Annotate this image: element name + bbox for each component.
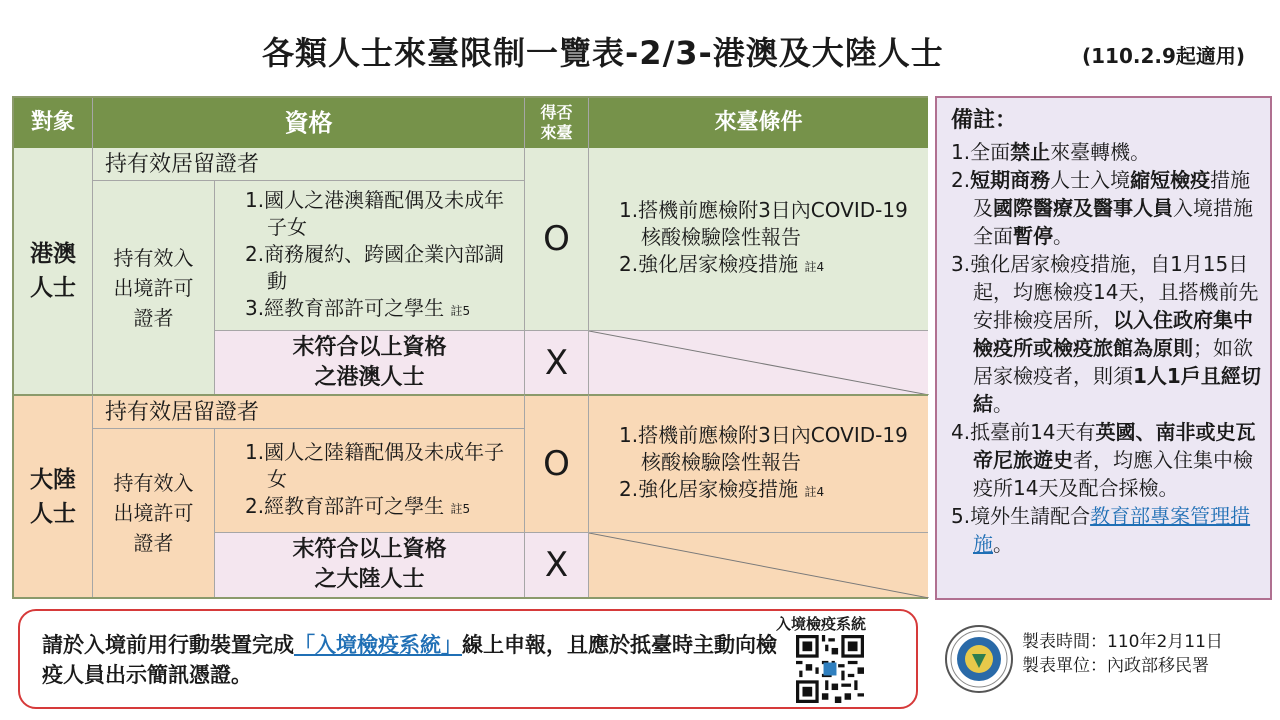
diagonal-line <box>589 331 929 395</box>
hk-eligible-list <box>214 180 524 330</box>
hk-condition-1: 1.搭機前應檢附3日內COVID-19核酸檢驗陰性報告 <box>619 198 908 249</box>
hk-allowed-mark: O <box>524 148 588 330</box>
note-ref-5: 註5 <box>450 501 471 516</box>
header-allowed: 得否來臺 <box>524 98 588 148</box>
cn-other-row: 末符合以上資格之大陸人士 <box>214 532 524 597</box>
hk-resident-row: 持有效居留證者 <box>92 148 524 180</box>
cn-item-1: 1.國人之陸籍配偶及未成年子女 <box>245 439 505 491</box>
note-4: 4.抵臺前14天有英國、南非或史瓦帝尼旅遊史者，均應入住集中檢疫所14天及配合採檢。 <box>951 420 1256 500</box>
footer-info <box>1022 630 1223 678</box>
cn-other-mark: X <box>524 532 588 597</box>
hk-other-empty-cell <box>588 330 928 394</box>
header-target: 對象 <box>14 98 92 148</box>
hk-condition-2: 2.強化居家檢疫措施 註4 <box>619 252 825 276</box>
group-hk-macau: 港澳人士 <box>14 148 92 394</box>
hk-conditions <box>588 148 928 330</box>
cn-conditions <box>588 394 928 532</box>
cn-condition-1: 1.搭機前應檢附3日內COVID-19核酸檢驗陰性報告 <box>619 423 908 474</box>
hk-item-1: 1.國人之港澳籍配偶及未成年子女 <box>245 187 505 239</box>
note-ref-4: 註4 <box>804 485 825 499</box>
footer-unit: 製表單位：內政部移民署 <box>1022 656 1209 676</box>
hk-other-mark: X <box>524 330 588 394</box>
note-ref-5: 註5 <box>450 303 471 318</box>
notes-title: 備註： <box>951 108 1018 133</box>
hk-permit-holder: 持有效入出境許可證者 <box>92 180 214 394</box>
note-ref-4: 註4 <box>804 260 825 274</box>
cn-resident-row: 持有效居留證者 <box>92 394 524 428</box>
notes-panel <box>935 96 1272 600</box>
moe-measures-link[interactable]: 教育部專案管理措施 <box>973 504 1251 556</box>
immigration-agency-seal-icon <box>944 624 1014 694</box>
note-5: 5.境外生請配合教育部專案管理措施。 <box>951 504 1251 556</box>
qr-label: 入境檢疫系統 <box>776 615 867 633</box>
footer-date: 製表時間：110年2月11日 <box>1022 632 1223 652</box>
cn-eligible-list <box>214 428 524 532</box>
reminder-text: 請於入境前用行動裝置完成「入境檢疫系統」線上申報，且應於抵臺時主動向檢疫人員出示簡訊憑證。 <box>42 633 777 687</box>
hk-item-3: 3.經教育部許可之學生 註5 <box>245 295 471 320</box>
quarantine-system-link[interactable]: 「入境檢疫系統」 <box>294 633 462 657</box>
cn-condition-2: 2.強化居家檢疫措施 註4 <box>619 477 825 501</box>
hk-other-row: 末符合以上資格之港澳人士 <box>214 330 524 394</box>
group-mainland: 大陸人士 <box>14 394 92 597</box>
qr-code-icon[interactable] <box>796 635 864 703</box>
note-1: 1.全面禁止來臺轉機。 <box>951 140 1151 164</box>
hk-item-2: 2.商務履約、跨國企業內部調動 <box>245 241 505 293</box>
header-conditions: 來臺條件 <box>588 98 928 148</box>
cn-permit-holder: 持有效入出境許可證者 <box>92 428 214 597</box>
cn-allowed-mark: O <box>524 394 588 532</box>
reminder-box <box>18 609 918 709</box>
header-qualification: 資格 <box>92 98 524 148</box>
page-title: 各類人士來臺限制一覽表-2/3-港澳及大陸人士 <box>262 34 944 72</box>
cn-item-2: 2.經教育部許可之學生 註5 <box>245 493 471 518</box>
note-3: 3.強化居家檢疫措施，自1月15日起，均應檢疫14天，且搭機前先安排檢疫居所，以入住政府集中檢疫所或檢疫旅館為原則；如欲居家檢疫者，則須1人1戶且經切結。 <box>951 252 1261 416</box>
restriction-table <box>12 96 928 599</box>
cn-other-empty-cell <box>588 532 928 597</box>
effective-date: (110.2.9起適用) <box>1082 44 1246 68</box>
note-2: 2.短期商務人士入境縮短檢疫措施及國際醫療及醫事人員入境措施全面暫停。 <box>951 168 1253 248</box>
diagonal-line <box>589 533 929 598</box>
